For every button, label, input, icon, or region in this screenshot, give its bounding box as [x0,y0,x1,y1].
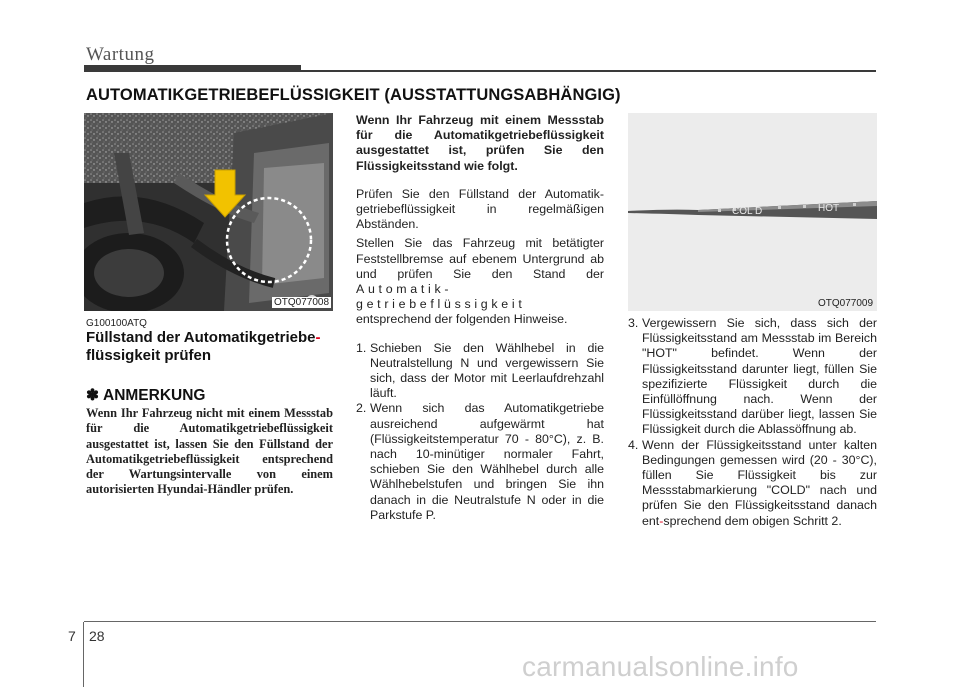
steps-list [356,341,604,523]
step-item [356,341,604,402]
step-text-part-2: sprechend dem obigen Schritt 2. [663,513,842,528]
reference-code: G100100ATQ [86,318,147,329]
note-title: ANMERKUNG [103,387,206,404]
note-body: Wenn Ihr Fahrzeug nicht mit einem Messstab für die Automatikgetriebeflüssigkeit ausgestattet ist, lassen Sie den Füllstand der Automatikgetriebeflüssigkeit entsprechend der Wartungsintervalle von einem autorisierten Hyundai-Händler prüfen. [86,406,333,497]
step-text: Vergewissern Sie sich, dass sich der Flüssigkeitsstand am Messstab im Bereich "HOT" befindet. Wenn der Flüssigkeitsstand darunter liegt, füllen Sie spezifizierte Flüssigkeit durch die Einfüllöffnung nach. Wenn der Flüssigkeitsstand darüber liegt, lassen Sie Flüssigkeit durch die Ablassöffnung ab. [642,316,877,437]
step-item [356,401,604,523]
paragraph-2 [356,236,604,327]
subheading-part-1: Füllstand der Automatikgetriebe [86,329,316,346]
figure-code-right: OTQ077009 [818,298,874,309]
step-item [628,438,877,529]
note-heading [86,386,205,405]
paragraph-2-part-1: Stellen Sie das Fahrzeug mit betätigter Feststellbremse auf ebenem Untergrund ab und prüfen Sie den Stand der [356,236,604,281]
subheading-hyphen: - [315,329,321,346]
paragraph-2-part-2: entsprechend der folgenden Hinweise. [356,312,568,327]
chapter-number: 7 [68,628,76,644]
figure-code-left: OTQ077008 [274,297,330,308]
steps-list-continued [628,316,877,529]
footer-rule [84,621,876,622]
engine-bay-illustration [84,113,333,311]
header-title: Wartung [86,44,155,65]
step-number: 4. [628,437,639,452]
subheading [86,329,336,365]
header-rule [84,70,876,72]
step-hyphen: - [659,513,664,528]
step-text-part-1: Wenn der Flüssigkeitsstand unter kalten Bedingungen gemessen wird (20 - 30°C), füllen Sie Flüssigkeit bis zur Messstabmarkierung "COLD" nach und prüfen Sie den Flüssigkeitsstand danach ent [642,437,877,528]
column-3 [628,316,877,529]
paragraph-2-spaced: Automatik-getriebeflüssigkeit [356,282,526,312]
step-number: 1. [356,340,367,355]
engine-bay-photo [84,113,333,311]
step-number: 2. [356,401,367,416]
watermark: carmanualsonline.info [522,651,799,682]
step-text: Wenn sich das Automatikgetriebe ausreichend aufgewärmt hat (Flüssigkeitstemperatur 70 - 80°C), z. B. nach 10-minütiger normaler Fahrt, schieben Sie den Wählhebel durch alle Wählhebelstufen und bringen Sie ihn danach in die Neutralstufe N oder in die Parkstufe P. [370,401,604,522]
note-star-icon: ✽ [86,387,99,404]
step-number: 3. [628,316,639,330]
dipstick-hot-label: HOT [818,203,840,214]
dipstick-illustration [628,113,877,311]
subheading-part-2: flüssigkeit prüfen [86,347,212,364]
paragraph-1: Prüfen Sie den Füllstand der Automatik-getriebeflüssigkeit in regelmäßigen Abständen. [356,186,604,232]
column-2 [356,113,604,523]
dipstick-drawing [628,113,877,311]
section-heading: AUTOMATIKGETRIEBEFLÜSSIGKEIT (AUSSTATTUNGSABHÄNGIG) [86,86,621,104]
footer-divider [83,622,84,687]
page-number: 28 [89,628,105,644]
step-item [628,316,877,438]
step-text: Schieben Sie den Wählhebel in die Neutralstellung N und vergewissern Sie sich, dass der Motor mit Leerlaufdrehzahl läuft. [370,340,604,401]
dipstick-cold-label: COL D [732,206,763,217]
lead-paragraph: Wenn Ihr Fahrzeug mit einem Messstab für die Automatikgetriebeflüssigkeit ausgestattet ist, prüfen Sie den Flüssigkeitsstand wie folgt. [356,113,604,173]
